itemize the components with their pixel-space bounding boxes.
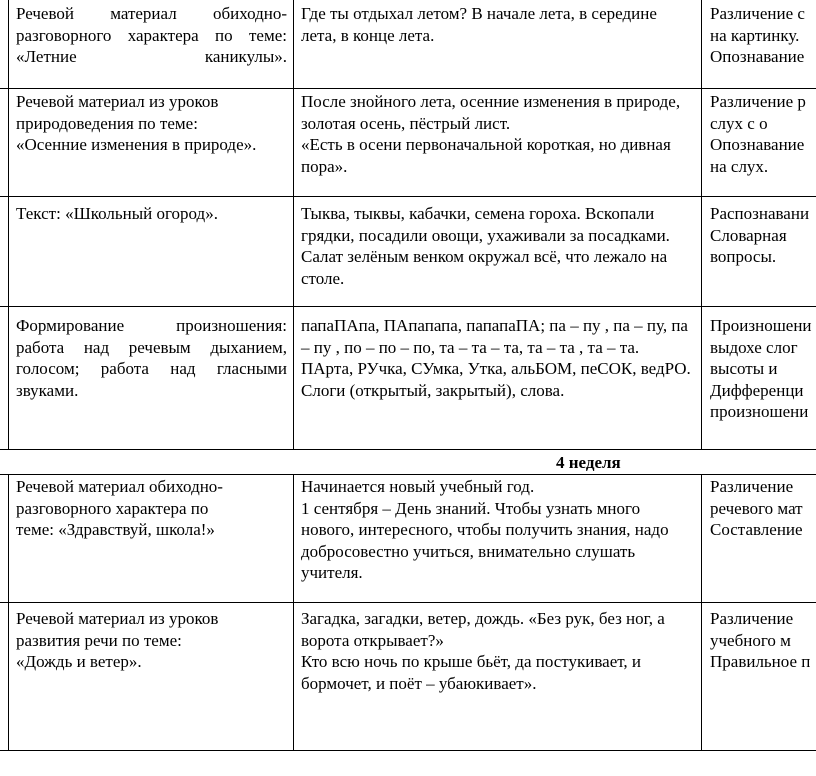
row-topic: Речевой материал из уроков природоведения по теме: «Осенние изменения в природе». bbox=[16, 92, 257, 154]
row-activity: Различение с на картинку. Опознавание bbox=[710, 4, 805, 66]
table-border-col1 bbox=[293, 0, 294, 449]
row-divider bbox=[0, 449, 816, 450]
row-divider bbox=[0, 750, 816, 751]
row-material: Загадка, загадки, ветер, дождь. «Без рук, без ног, а ворота открывает?» Кто всю ночь по крыше бьёт, да постукивает, и бормочет, и поёт – убаюкивает». bbox=[301, 609, 665, 693]
row-material: Тыква, тыквы, кабачки, семена гороха. Вскопали грядки, посадили овощи, ухаживали за посадками. Салат зелёным венком окружал всё, что лежало на столе. bbox=[301, 204, 670, 288]
table-border-col2 bbox=[701, 0, 702, 449]
row-topic: Речевой материал из уроков развития речи по теме: «Дождь и ветер». bbox=[16, 609, 219, 671]
week-heading: 4 неделя bbox=[556, 453, 621, 472]
row-activity: Различение р слух с о Опознавание на слух. bbox=[710, 92, 806, 176]
row-divider bbox=[0, 602, 816, 603]
row-material: папаПАпа, ПАпапапа, папапаПА; па – пу , па – пу, па – пу , по – по – по, та – та – та, та – та , та – та. ПАрта, РУчка, СУмка, Утка, альБОМ, пеСОК, ведРО. Слоги (открытый, закрытый), слова. bbox=[301, 316, 691, 400]
row-activity: Различение учебного м Правильное п bbox=[710, 609, 811, 671]
row-material: Начинается новый учебный год. 1 сентября – День знаний. Чтобы узнать много нового, интересного, чтобы получить знания, надо добросовестно учиться, внимательно слушать учителя. bbox=[301, 477, 669, 582]
row-divider bbox=[0, 474, 816, 475]
row-topic: Формирование произношения: работа над речевым дыханием, голосом; работа над гласными звуками. bbox=[16, 316, 287, 400]
row-topic: Текст: «Школьный огород». bbox=[16, 204, 218, 223]
row-activity: Распознавани Словарная вопросы. bbox=[710, 204, 810, 266]
table-border-col1 bbox=[293, 474, 294, 750]
table-border-left bbox=[8, 474, 9, 750]
row-activity: Различение речевого мат Составление bbox=[710, 477, 803, 539]
row-divider bbox=[0, 306, 816, 307]
table-border-col2 bbox=[701, 474, 702, 750]
row-material: После знойного лета, осенние изменения в природе, золотая осень, пёстрый лист. «Есть в осени первоначальной короткая, но дивная пора». bbox=[301, 92, 681, 176]
row-divider bbox=[0, 196, 816, 197]
row-material: Где ты отдыхал летом? В начале лета, в середине лета, в конце лета. bbox=[301, 4, 657, 45]
table-border-left bbox=[8, 0, 9, 449]
row-topic: Речевой материал обиходно- разговорного характера по теме: «Здравствуй, школа!» bbox=[16, 477, 223, 539]
row-activity: Произношени выдохе слог высоты и Дифференци произношени bbox=[710, 316, 812, 421]
row-divider bbox=[0, 88, 816, 89]
row-topic: Речевой материал обиходно-разговорного характера по теме: «Летние каникулы». bbox=[16, 4, 287, 66]
